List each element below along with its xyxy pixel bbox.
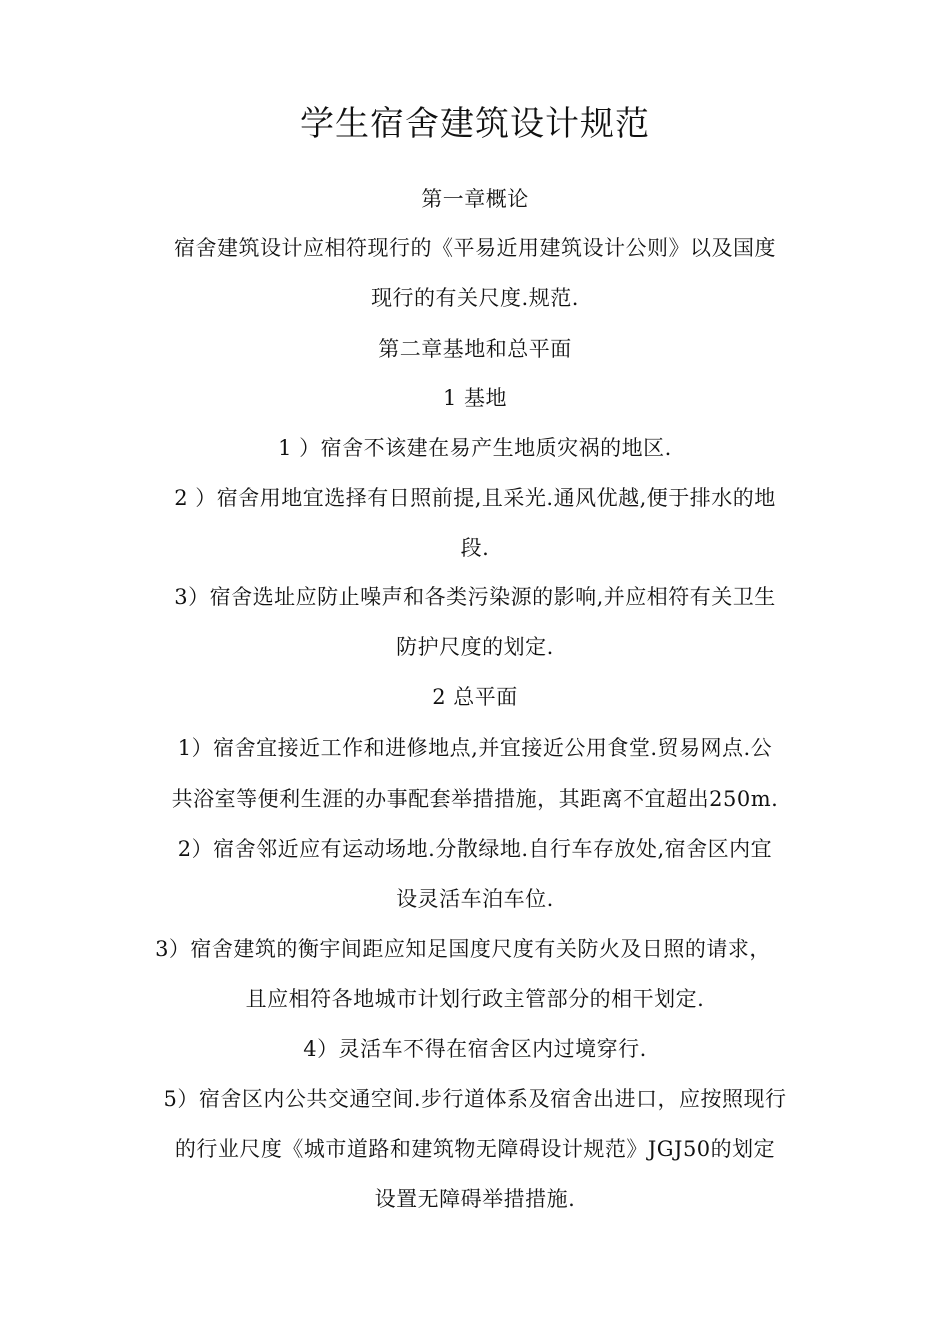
list-item-continuation: 设灵活车泊车位. <box>396 887 554 911</box>
chapter-heading: 第一章概论 <box>421 187 529 211</box>
section-heading: 1 基地 <box>442 386 508 410</box>
list-item: 5）宿舍区内公共交通空间.步行道体系及宿舍出进口，应按照现行 <box>163 1087 787 1111</box>
document-title: 学生宿舍建筑设计规范 <box>300 104 650 144</box>
list-item: 4）灵活车不得在宿舍区内过境穿行. <box>303 1037 647 1061</box>
list-item-continuation: 防护尺度的划定. <box>396 635 554 659</box>
list-item-continuation: 的行业尺度《城市道路和建筑物无障碍设计规范》JGJ50的划定 <box>174 1137 776 1161</box>
list-item-continuation: 设置无障碍举措措施. <box>374 1187 576 1211</box>
list-item: 2）宿舍邻近应有运动场地.分散绿地.自行车存放处,宿舍区内宜 <box>177 837 773 861</box>
paragraph-line: 宿舍建筑设计应相符现行的《平易近用建筑设计公则》以及国度 <box>174 236 776 260</box>
list-item: 3）宿舍建筑的衡宇间距应知足国度尺度有关防火及日照的请求， <box>155 937 771 961</box>
list-item-continuation: 共浴室等便利生涯的办事配套举措措施，其距离不宜超出250m. <box>171 787 779 811</box>
list-item: 3）宿舍选址应防止噪声和各类污染源的影响,并应相符有关卫生 <box>174 585 776 609</box>
list-item-continuation: 且应相符各地城市计划行政主管部分的相干划定. <box>245 987 705 1011</box>
paragraph-line: 现行的有关尺度.规范. <box>371 286 579 310</box>
section-heading: 2 总平面 <box>432 685 518 709</box>
chapter-heading: 第二章基地和总平面 <box>378 337 572 361</box>
list-item: 2 ）宿舍用地宜选择有日照前提,且采光.通风优越,便于排水的地 <box>174 486 776 510</box>
list-item-continuation: 段. <box>460 536 490 560</box>
list-item: 1）宿舍宜接近工作和进修地点,并宜接近公用食堂.贸易网点.公 <box>177 736 773 760</box>
list-item: 1 ）宿舍不该建在易产生地质灾祸的地区. <box>278 436 672 460</box>
